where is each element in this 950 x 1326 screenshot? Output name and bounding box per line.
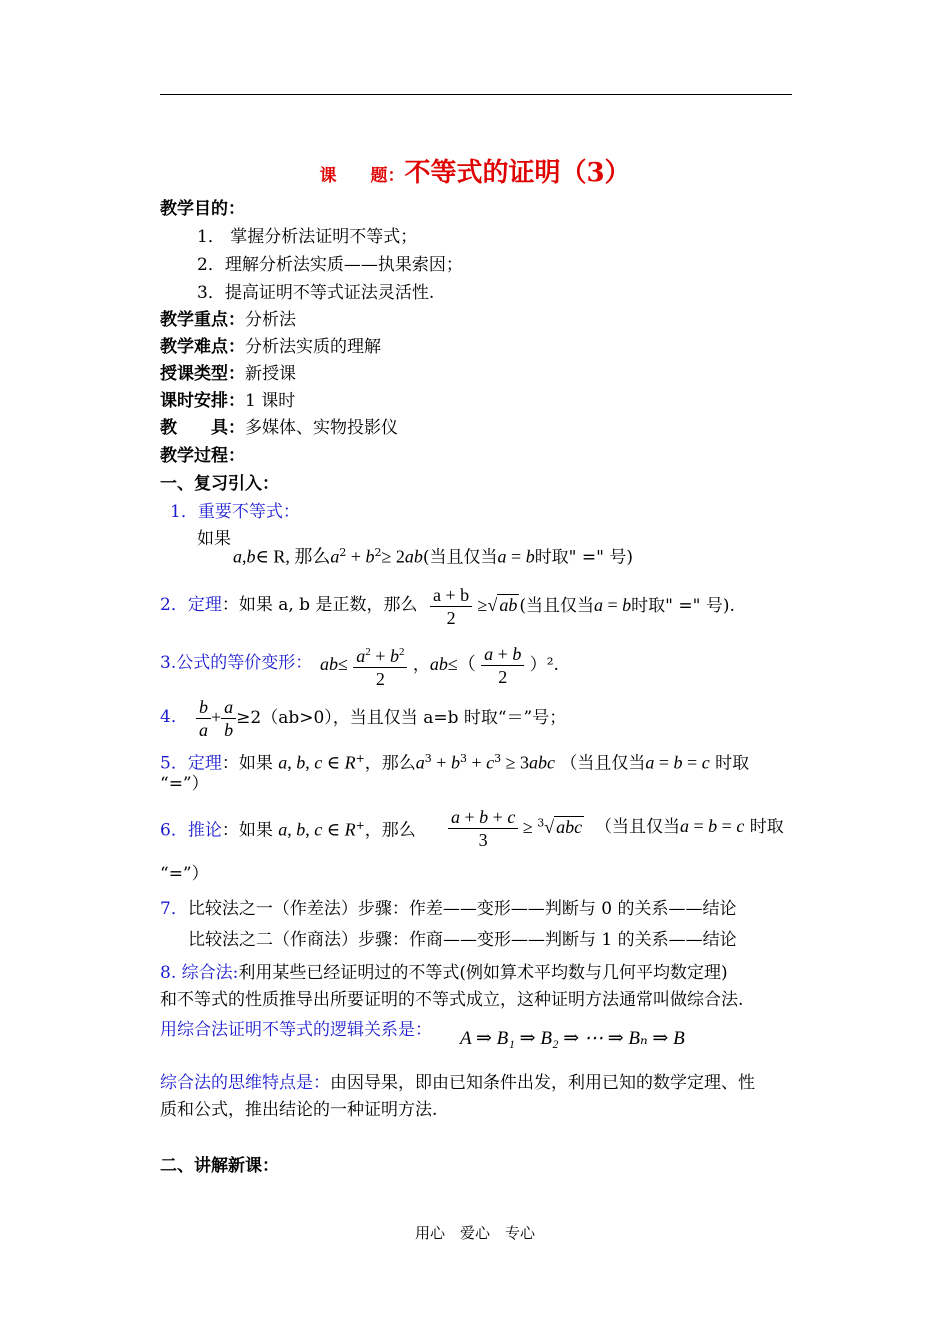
- objective-2: 2．理解分析法实质——执果索因；: [197, 255, 463, 275]
- item-8-line1: 8. 综合法:利用某些已经证明过的不等式(例如算术平均数与几何平均数定理): [160, 963, 728, 983]
- feature-line2: 质和公式，推出结论的一种证明方法.: [160, 1100, 438, 1120]
- process-heading: 教学过程：: [160, 446, 245, 466]
- lesson-type-label: 授课类型：: [160, 364, 245, 384]
- item-7-line1: 7．比较法之一（作差法）步骤：作差——变形——判断与 0 的关系——结论: [160, 899, 737, 919]
- difficulty-value: 分析法实质的理解: [245, 337, 381, 357]
- difficulty-row: [160, 336, 381, 358]
- feature-label: 综合法的思维特点是：: [160, 1073, 330, 1093]
- objective-1: 1． 掌握分析法证明不等式；: [197, 227, 418, 247]
- item-1-pre: 如果: [197, 529, 231, 549]
- focus-row: [160, 309, 296, 331]
- lesson-type-row: [160, 363, 296, 385]
- item-2: 2．定理：如果 a, b 是正数，那么: [160, 595, 418, 615]
- item-3-formula: ab≤ $\frac{a^2 + b^2}{2}$ ，ab≤（ $\frac{a + b}{2}$ ）².: [320, 641, 559, 690]
- item-1-formula: a,b∈ R, 那么$a^2 + b^2\ge 2ab$(当且仅当a = b时取" =" 号): [233, 546, 634, 568]
- feature-line1: 综合法的思维特点是：由因导果，即由已知条件出发，利用已知的数学定理、性: [160, 1073, 755, 1093]
- item-4-formula: $\frac{b}{a}$ + $\frac{a}{b}$ ≥2（ab>0），当且仅当 a=b 时取“＝”号；: [196, 696, 566, 741]
- page-footer: 用心 爱心 专心: [414, 1224, 535, 1242]
- difficulty-label: 教学难点：: [160, 337, 245, 357]
- title-label: 课 题：: [319, 166, 405, 186]
- item-4: 4．: [160, 707, 188, 727]
- item-8-line2: 和不等式的性质推导出所要证明的不等式成立，这种证明方法通常叫做综合法.: [160, 990, 744, 1010]
- item-2-label: 定理: [187, 595, 222, 615]
- logic-label: 用综合法证明不等式的逻辑关系是：: [160, 1020, 432, 1040]
- item-3-label: 3.公式的等价变形：: [160, 653, 313, 673]
- item-2-formula: $\frac{a + b}{2}$ ≥√ ab (当且仅当a = b时取" =" 号).: [430, 584, 735, 629]
- objective-3: 3．提高证明不等式证法灵活性.: [197, 283, 435, 303]
- header-rule: [160, 94, 792, 95]
- item-5-line2: “=”）: [160, 774, 209, 794]
- item-5-label: 定理: [187, 753, 222, 774]
- item-6-formula: $\frac{a + b + c}{3}$ ≥ $^3$√ abc: [448, 806, 584, 851]
- section-1-heading: 一、复习引入：: [160, 474, 279, 494]
- item-6-cond: （当且仅当a = b = c 时取: [595, 816, 784, 837]
- schedule-value: 1 课时: [245, 391, 296, 411]
- item-6-line2: “=”）: [160, 864, 209, 884]
- logic-formula: A ⇒ B₁ ⇒ B₂ ⇒ ⋯ ⇒ Bₙ ⇒ B: [460, 1028, 685, 1049]
- item-1-label: 1．重要不等式：: [170, 502, 300, 522]
- item-5: 5．定理：如果 a, b, c ∈ R+，那么$a^3 + b^3 + c^3 \ge 3abc$ （当且仅当a = b = c 时取: [160, 752, 750, 774]
- tools-label: 教 具：: [160, 418, 245, 438]
- item-8-label: 8. 综合法:: [160, 963, 239, 983]
- focus-label: 教学重点：: [160, 310, 245, 330]
- tools-row: [160, 417, 398, 439]
- schedule-row: [160, 390, 295, 412]
- section-2-heading: 二、讲解新课：: [160, 1156, 279, 1176]
- item-6-label: 推论: [187, 820, 222, 841]
- title-text: 不等式的证明（3）: [404, 158, 631, 188]
- item-6: 6．推论：如果 a, b, c ∈ R+，那么: [160, 819, 416, 841]
- lesson-type-value: 新授课: [245, 364, 296, 384]
- item-2-fraction: $\frac{a + b}{2}$: [430, 584, 472, 629]
- objectives-heading: 教学目的：: [160, 199, 245, 219]
- item-7-line2: 比较法之二（作商法）步骤：作商——变形——判断与 1 的关系——结论: [188, 930, 737, 950]
- tools-value: 多媒体、实物投影仪: [245, 418, 398, 438]
- focus-value: 分析法: [245, 310, 296, 330]
- page-title: [0, 152, 950, 189]
- schedule-label: 课时安排：: [160, 391, 245, 411]
